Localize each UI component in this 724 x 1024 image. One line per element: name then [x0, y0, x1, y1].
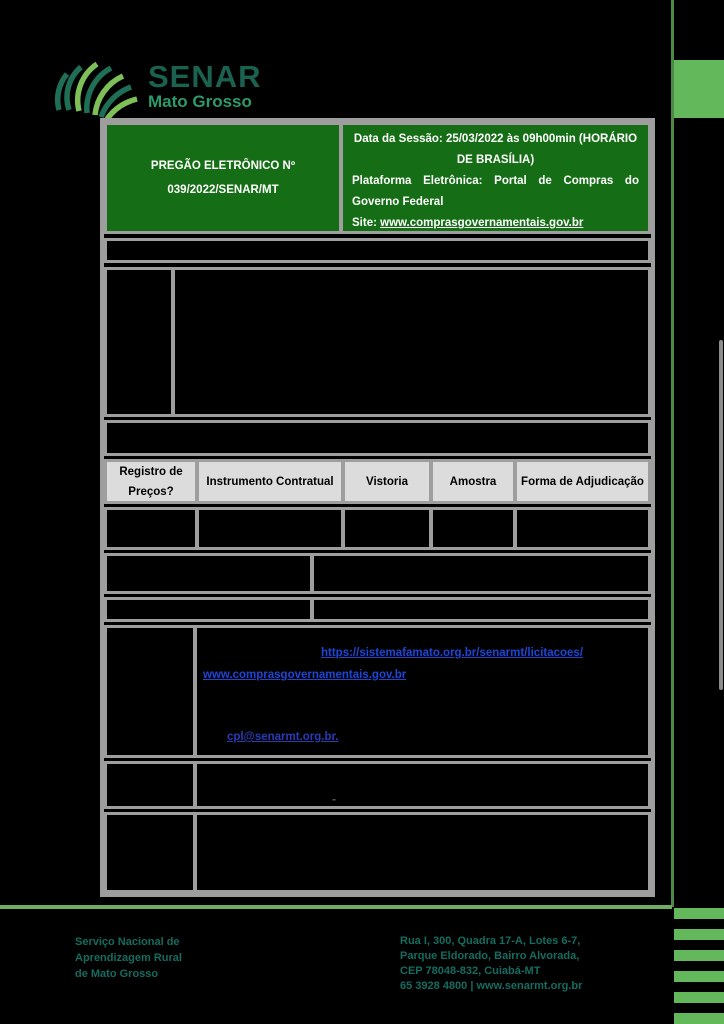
pregao-title-cell: [107, 125, 339, 231]
logo-title: SENAR: [148, 59, 262, 94]
link-line-2: [203, 664, 640, 686]
links-content-cell: [197, 628, 648, 755]
footer-address-line: CEP 78048-832, Cuiabá-MT: [400, 965, 541, 977]
footer-address-line: 65 3928 4800 | www.senarmt.org.br: [400, 980, 583, 992]
footer-divider-line: [0, 905, 672, 909]
blackout-value-cell: [517, 510, 648, 547]
blackout-row-d: [104, 812, 651, 893]
pregao-line1: PREGÃO ELETRÔNICO Nº: [150, 160, 296, 172]
logo-text: [148, 59, 262, 111]
blackout-row-a: [104, 553, 651, 594]
blackout-value-cell: [433, 510, 513, 547]
session-date-text: Data da Sessão: 25/03/2022 às 09h00min (HORÁRIO DE BRASÍLIA): [353, 133, 638, 166]
footer-address-block: [400, 934, 582, 994]
faint-dash-artifact: -: [332, 792, 336, 806]
blackout-label-cell: [107, 270, 171, 414]
header-registro-precos: Registro de Preços?: [107, 462, 195, 501]
cpl-email-link[interactable]: cpl@senarmt.org.br.: [227, 731, 339, 743]
link-line-1: [203, 642, 640, 664]
right-rail-vertical-line: [671, 0, 674, 907]
header-vistoria: Vistoria: [345, 462, 429, 501]
blackout-row-c: [104, 761, 651, 809]
blackout-cell: [314, 556, 648, 591]
footer-org-line: de Mato Grosso: [75, 968, 159, 980]
blackout-cell: [314, 600, 648, 619]
site-line: [352, 213, 639, 234]
licitacoes-link[interactable]: https://sistemafamato.org.br/senarmt/licitacoes/: [321, 647, 584, 659]
footer-org-line: Serviço Nacional de: [75, 936, 180, 948]
blackout-cell: [107, 556, 310, 591]
footer-org-line: Aprendizagem Rural: [75, 952, 182, 964]
blackout-content-cell: [197, 815, 648, 890]
blackout-label-cell: [107, 764, 193, 806]
blackout-value-cell: [345, 510, 429, 547]
compras-site-link[interactable]: www.comprasgovernamentais.gov.br: [380, 217, 584, 229]
blackout-label-cell: [107, 628, 193, 755]
blackout-band-row-2: [104, 420, 651, 456]
blackout-cell: [107, 423, 648, 453]
blackout-value-cell: [199, 510, 341, 547]
platform-text: Plataforma Eletrônica: Portal de Compras do Governo Federal: [352, 175, 639, 208]
object-row: [104, 267, 651, 417]
document-table: [100, 118, 655, 897]
footer-org-block: [75, 934, 182, 982]
blackout-content-cell: [175, 270, 648, 414]
senar-logo-arcs-icon: [52, 52, 140, 120]
senar-logo: [52, 52, 262, 120]
attributes-header-row: [104, 459, 651, 504]
header-amostra: Amostra: [433, 462, 513, 501]
session-info-cell: [343, 125, 648, 231]
link-line-3: [203, 726, 640, 748]
links-row: [104, 625, 651, 758]
logo-subtitle: Mato Grosso: [148, 92, 252, 111]
scrollbar-thumb[interactable]: [719, 340, 723, 690]
header-instrumento-contratual: Instrumento Contratual: [199, 462, 341, 501]
blackout-row-b: [104, 597, 651, 622]
blackout-label-cell: [107, 815, 193, 890]
blackout-value-cell: [107, 510, 195, 547]
blackout-band-row: [104, 238, 651, 263]
pregao-line2: 039/2022/SENAR/MT: [167, 184, 279, 196]
right-rail-top-block: [674, 60, 724, 118]
site-label: Site:: [352, 217, 377, 229]
comprasgovernamentais-link[interactable]: www.comprasgovernamentais.gov.br: [203, 669, 407, 681]
title-row: [104, 122, 651, 234]
blackout-cell: [107, 600, 310, 619]
blackout-content-cell: [197, 764, 648, 806]
footer-address-line: Rua I, 300, Quadra 17-A, Lotes 6-7,: [400, 935, 581, 947]
header-forma-adjudicacao: Forma de Adjudicação: [517, 462, 648, 501]
right-rail-stripes: [674, 908, 724, 1024]
attributes-values-row: [104, 507, 651, 550]
blackout-cell: [107, 241, 648, 260]
footer-address-line: Parque Eldorado, Bairro Alvorada,: [400, 950, 580, 962]
